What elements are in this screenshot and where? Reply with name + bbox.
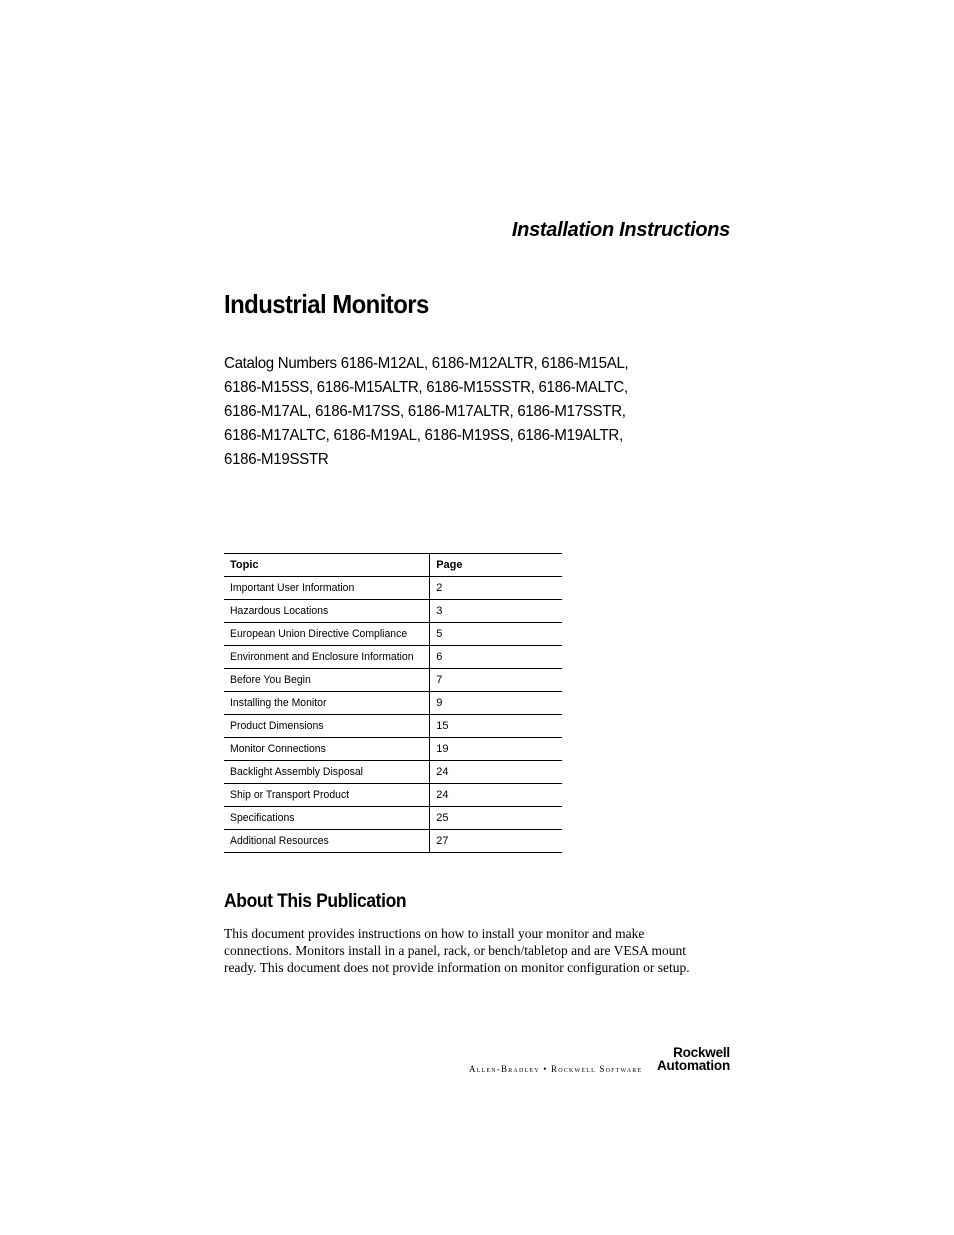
table-row <box>224 784 562 807</box>
topic-cell: Environment and Enclosure Information <box>224 646 430 669</box>
table-row <box>224 600 562 623</box>
section-heading: About This Publication <box>224 891 407 912</box>
topic-cell: Ship or Transport Product <box>224 784 430 807</box>
topic-cell: Important User Information <box>224 577 430 600</box>
catalog-numbers <box>224 352 664 472</box>
table-row <box>224 830 562 853</box>
brand-tagline: Allen-Bradley • Rockwell Software <box>469 1064 643 1074</box>
table-row <box>224 646 562 669</box>
page-cell: 27 <box>430 830 562 853</box>
page-column-header: Page <box>430 554 562 577</box>
topic-cell: Additional Resources <box>224 830 430 853</box>
page-cell: 19 <box>430 738 562 761</box>
topic-cell: Backlight Assembly Disposal <box>224 761 430 784</box>
topic-cell: Hazardous Locations <box>224 600 430 623</box>
table-row <box>224 669 562 692</box>
page-cell: 7 <box>430 669 562 692</box>
topic-cell: Before You Begin <box>224 669 430 692</box>
topic-cell: Specifications <box>224 807 430 830</box>
document-type-heading: Installation Instructions <box>511 219 730 241</box>
page-cell: 2 <box>430 577 562 600</box>
catalog-line: 6186-M17ALTC, 6186-M19AL, 6186-M19SS, 6186-M19ALTR, <box>224 427 623 444</box>
page-cell: 5 <box>430 623 562 646</box>
topic-cell: European Union Directive Compliance <box>224 623 430 646</box>
page-cell: 25 <box>430 807 562 830</box>
rockwell-automation-logo <box>657 1046 730 1072</box>
table-row <box>224 715 562 738</box>
table-header-row <box>224 554 562 577</box>
page-cell: 24 <box>430 784 562 807</box>
table-row <box>224 692 562 715</box>
topic-cell: Product Dimensions <box>224 715 430 738</box>
topic-cell: Monitor Connections <box>224 738 430 761</box>
catalog-line: 6186-M15SS, 6186-M15ALTR, 6186-M15SSTR, 6186-MALTC, <box>224 379 628 396</box>
table-row <box>224 807 562 830</box>
page-cell: 9 <box>430 692 562 715</box>
table-row <box>224 738 562 761</box>
logo-line: Rockwell <box>673 1045 730 1060</box>
catalog-line: 6186-M19SSTR <box>224 451 329 468</box>
about-paragraph: This document provides instructions on how to install your monitor and make connections. Monitors install in a panel, rack, or bench/tabletop and are VESA mount ready. This document does not provide information on monitor configuration or setup. <box>224 926 690 975</box>
topic-column-header: Topic <box>224 554 430 577</box>
logo-line: Automation <box>657 1058 730 1073</box>
page-cell: 24 <box>430 761 562 784</box>
table-row <box>224 623 562 646</box>
catalog-line: Catalog Numbers 6186-M12AL, 6186-M12ALTR, 6186-M15AL, <box>224 355 629 372</box>
table-row <box>224 577 562 600</box>
topic-cell: Installing the Monitor <box>224 692 430 715</box>
topic-table <box>224 553 562 853</box>
page-cell: 15 <box>430 715 562 738</box>
page-title: Industrial Monitors <box>224 289 429 319</box>
catalog-line: 6186-M17AL, 6186-M17SS, 6186-M17ALTR, 6186-M17SSTR, <box>224 403 626 420</box>
page-cell: 6 <box>430 646 562 669</box>
table-row <box>224 761 562 784</box>
page-cell: 3 <box>430 600 562 623</box>
